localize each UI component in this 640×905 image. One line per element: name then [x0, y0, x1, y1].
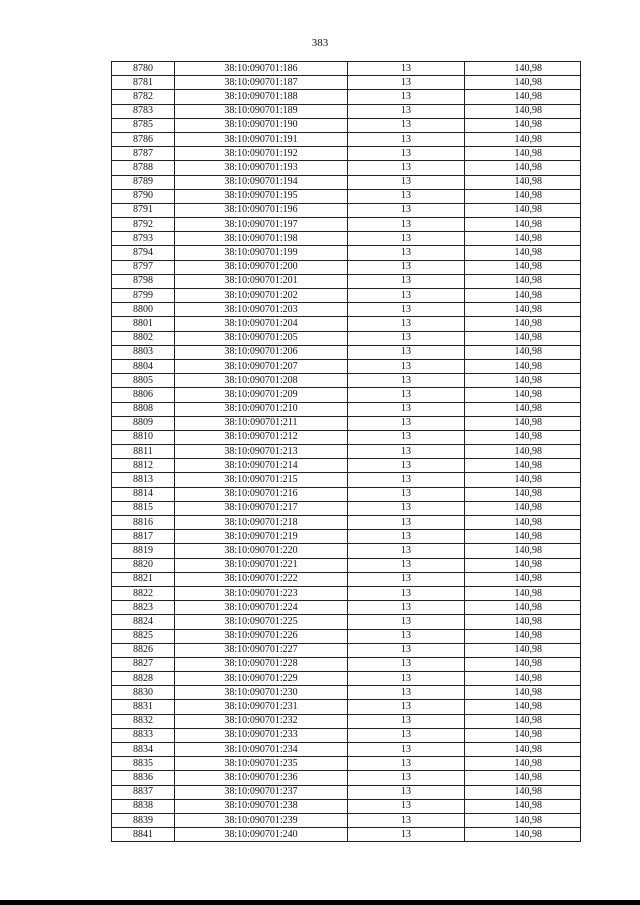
- cadastral-number-cell: 38:10:090701:209: [175, 388, 348, 402]
- count-cell: 13: [348, 601, 465, 615]
- table-row: [112, 118, 581, 132]
- cadastral-number-cell: 38:10:090701:236: [175, 771, 348, 785]
- row-number-cell: 8782: [112, 90, 175, 104]
- row-number-cell: 8785: [112, 118, 175, 132]
- count-cell: 13: [348, 657, 465, 671]
- table-row: [112, 586, 581, 600]
- row-number-cell: 8790: [112, 189, 175, 203]
- table-row: [112, 828, 581, 842]
- value-cell: 140,98: [465, 161, 581, 175]
- table-row: [112, 785, 581, 799]
- value-cell: 140,98: [465, 586, 581, 600]
- table-row: [112, 643, 581, 657]
- cadastral-number-cell: 38:10:090701:194: [175, 175, 348, 189]
- table-row: [112, 700, 581, 714]
- table-row: [112, 374, 581, 388]
- cadastral-number-cell: 38:10:090701:219: [175, 530, 348, 544]
- cadastral-number-cell: 38:10:090701:230: [175, 686, 348, 700]
- count-cell: 13: [348, 615, 465, 629]
- row-number-cell: 8793: [112, 232, 175, 246]
- table-row: [112, 388, 581, 402]
- cadastral-number-cell: 38:10:090701:233: [175, 728, 348, 742]
- value-cell: 140,98: [465, 516, 581, 530]
- cadastral-number-cell: 38:10:090701:229: [175, 672, 348, 686]
- value-cell: 140,98: [465, 246, 581, 260]
- count-cell: 13: [348, 445, 465, 459]
- value-cell: 140,98: [465, 757, 581, 771]
- table-row: [112, 430, 581, 444]
- row-number-cell: 8837: [112, 785, 175, 799]
- cadastral-number-cell: 38:10:090701:235: [175, 757, 348, 771]
- count-cell: 13: [348, 572, 465, 586]
- table-row: [112, 90, 581, 104]
- cadastral-number-cell: 38:10:090701:239: [175, 813, 348, 827]
- table-row: [112, 771, 581, 785]
- cadastral-number-cell: 38:10:090701:200: [175, 260, 348, 274]
- data-table-container: [111, 61, 581, 842]
- row-number-cell: 8813: [112, 473, 175, 487]
- value-cell: 140,98: [465, 501, 581, 515]
- value-cell: 140,98: [465, 473, 581, 487]
- cadastral-number-cell: 38:10:090701:228: [175, 657, 348, 671]
- row-number-cell: 8804: [112, 359, 175, 373]
- table-row: [112, 530, 581, 544]
- value-cell: 140,98: [465, 90, 581, 104]
- value-cell: 140,98: [465, 104, 581, 118]
- cadastral-number-cell: 38:10:090701:227: [175, 643, 348, 657]
- value-cell: 140,98: [465, 615, 581, 629]
- value-cell: 140,98: [465, 459, 581, 473]
- cadastral-number-cell: 38:10:090701:187: [175, 76, 348, 90]
- cadastral-number-cell: 38:10:090701:220: [175, 544, 348, 558]
- count-cell: 13: [348, 402, 465, 416]
- row-number-cell: 8786: [112, 132, 175, 146]
- row-number-cell: 8797: [112, 260, 175, 274]
- count-cell: 13: [348, 232, 465, 246]
- value-cell: 140,98: [465, 260, 581, 274]
- value-cell: 140,98: [465, 289, 581, 303]
- value-cell: 140,98: [465, 799, 581, 813]
- table-row: [112, 246, 581, 260]
- cadastral-number-cell: 38:10:090701:207: [175, 359, 348, 373]
- cadastral-number-cell: 38:10:090701:195: [175, 189, 348, 203]
- table-row: [112, 345, 581, 359]
- count-cell: 13: [348, 516, 465, 530]
- table-row: [112, 728, 581, 742]
- cadastral-number-cell: 38:10:090701:237: [175, 785, 348, 799]
- cadastral-number-cell: 38:10:090701:196: [175, 203, 348, 217]
- value-cell: 140,98: [465, 232, 581, 246]
- row-number-cell: 8799: [112, 289, 175, 303]
- count-cell: 13: [348, 104, 465, 118]
- table-row: [112, 516, 581, 530]
- row-number-cell: 8800: [112, 303, 175, 317]
- cadastral-number-cell: 38:10:090701:188: [175, 90, 348, 104]
- table-row: [112, 601, 581, 615]
- cadastral-number-cell: 38:10:090701:232: [175, 714, 348, 728]
- cadastral-number-cell: 38:10:090701:192: [175, 147, 348, 161]
- cadastral-number-cell: 38:10:090701:205: [175, 331, 348, 345]
- row-number-cell: 8814: [112, 487, 175, 501]
- cadastral-number-cell: 38:10:090701:222: [175, 572, 348, 586]
- value-cell: 140,98: [465, 487, 581, 501]
- row-number-cell: 8810: [112, 430, 175, 444]
- count-cell: 13: [348, 203, 465, 217]
- table-row: [112, 303, 581, 317]
- count-cell: 13: [348, 62, 465, 76]
- value-cell: 140,98: [465, 132, 581, 146]
- value-cell: 140,98: [465, 601, 581, 615]
- value-cell: 140,98: [465, 303, 581, 317]
- count-cell: 13: [348, 558, 465, 572]
- value-cell: 140,98: [465, 643, 581, 657]
- table-row: [112, 487, 581, 501]
- value-cell: 140,98: [465, 657, 581, 671]
- count-cell: 13: [348, 345, 465, 359]
- value-cell: 140,98: [465, 530, 581, 544]
- value-cell: 140,98: [465, 544, 581, 558]
- count-cell: 13: [348, 161, 465, 175]
- count-cell: 13: [348, 714, 465, 728]
- count-cell: 13: [348, 289, 465, 303]
- table-row: [112, 572, 581, 586]
- value-cell: 140,98: [465, 331, 581, 345]
- value-cell: 140,98: [465, 402, 581, 416]
- table-row: [112, 657, 581, 671]
- count-cell: 13: [348, 501, 465, 515]
- row-number-cell: 8838: [112, 799, 175, 813]
- count-cell: 13: [348, 728, 465, 742]
- count-cell: 13: [348, 785, 465, 799]
- cadastral-number-cell: 38:10:090701:214: [175, 459, 348, 473]
- cadastral-number-cell: 38:10:090701:193: [175, 161, 348, 175]
- cadastral-number-cell: 38:10:090701:211: [175, 416, 348, 430]
- row-number-cell: 8832: [112, 714, 175, 728]
- table-row: [112, 132, 581, 146]
- count-cell: 13: [348, 813, 465, 827]
- row-number-cell: 8788: [112, 161, 175, 175]
- cadastral-number-cell: 38:10:090701:217: [175, 501, 348, 515]
- row-number-cell: 8841: [112, 828, 175, 842]
- row-number-cell: 8783: [112, 104, 175, 118]
- table-row: [112, 359, 581, 373]
- value-cell: 140,98: [465, 445, 581, 459]
- table-row: [112, 289, 581, 303]
- row-number-cell: 8823: [112, 601, 175, 615]
- row-number-cell: 8780: [112, 62, 175, 76]
- row-number-cell: 8812: [112, 459, 175, 473]
- row-number-cell: 8839: [112, 813, 175, 827]
- table-row: [112, 218, 581, 232]
- value-cell: 140,98: [465, 828, 581, 842]
- row-number-cell: 8809: [112, 416, 175, 430]
- value-cell: 140,98: [465, 118, 581, 132]
- cadastral-number-cell: 38:10:090701:202: [175, 289, 348, 303]
- table-row: [112, 459, 581, 473]
- table-row: [112, 232, 581, 246]
- cadastral-number-cell: 38:10:090701:186: [175, 62, 348, 76]
- count-cell: 13: [348, 118, 465, 132]
- row-number-cell: 8827: [112, 657, 175, 671]
- row-number-cell: 8802: [112, 331, 175, 345]
- value-cell: 140,98: [465, 359, 581, 373]
- cadastral-number-cell: 38:10:090701:190: [175, 118, 348, 132]
- table-row: [112, 473, 581, 487]
- count-cell: 13: [348, 189, 465, 203]
- table-row: [112, 615, 581, 629]
- value-cell: 140,98: [465, 714, 581, 728]
- count-cell: 13: [348, 218, 465, 232]
- cadastral-number-cell: 38:10:090701:197: [175, 218, 348, 232]
- table-row: [112, 175, 581, 189]
- count-cell: 13: [348, 274, 465, 288]
- row-number-cell: 8822: [112, 586, 175, 600]
- count-cell: 13: [348, 629, 465, 643]
- count-cell: 13: [348, 757, 465, 771]
- value-cell: 140,98: [465, 317, 581, 331]
- value-cell: 140,98: [465, 345, 581, 359]
- cadastral-number-cell: 38:10:090701:240: [175, 828, 348, 842]
- value-cell: 140,98: [465, 189, 581, 203]
- count-cell: 13: [348, 686, 465, 700]
- cadastral-number-cell: 38:10:090701:210: [175, 402, 348, 416]
- data-table: [111, 61, 581, 842]
- count-cell: 13: [348, 331, 465, 345]
- count-cell: 13: [348, 317, 465, 331]
- row-number-cell: 8833: [112, 728, 175, 742]
- row-number-cell: 8836: [112, 771, 175, 785]
- row-number-cell: 8801: [112, 317, 175, 331]
- count-cell: 13: [348, 643, 465, 657]
- table-row: [112, 189, 581, 203]
- cadastral-number-cell: 38:10:090701:234: [175, 743, 348, 757]
- value-cell: 140,98: [465, 175, 581, 189]
- table-row: [112, 672, 581, 686]
- row-number-cell: 8805: [112, 374, 175, 388]
- value-cell: 140,98: [465, 62, 581, 76]
- value-cell: 140,98: [465, 374, 581, 388]
- table-row: [112, 558, 581, 572]
- row-number-cell: 8811: [112, 445, 175, 459]
- table-row: [112, 743, 581, 757]
- cadastral-number-cell: 38:10:090701:224: [175, 601, 348, 615]
- row-number-cell: 8816: [112, 516, 175, 530]
- value-cell: 140,98: [465, 430, 581, 444]
- value-cell: 140,98: [465, 147, 581, 161]
- row-number-cell: 8787: [112, 147, 175, 161]
- table-row: [112, 317, 581, 331]
- cadastral-number-cell: 38:10:090701:231: [175, 700, 348, 714]
- table-row: [112, 544, 581, 558]
- table-row: [112, 274, 581, 288]
- row-number-cell: 8806: [112, 388, 175, 402]
- row-number-cell: 8831: [112, 700, 175, 714]
- row-number-cell: 8826: [112, 643, 175, 657]
- count-cell: 13: [348, 175, 465, 189]
- count-cell: 13: [348, 544, 465, 558]
- cadastral-number-cell: 38:10:090701:216: [175, 487, 348, 501]
- count-cell: 13: [348, 147, 465, 161]
- scan-bottom-border: [0, 900, 640, 905]
- table-row: [112, 104, 581, 118]
- count-cell: 13: [348, 487, 465, 501]
- count-cell: 13: [348, 388, 465, 402]
- table-row: [112, 260, 581, 274]
- row-number-cell: 8834: [112, 743, 175, 757]
- cadastral-number-cell: 38:10:090701:204: [175, 317, 348, 331]
- row-number-cell: 8781: [112, 76, 175, 90]
- row-number-cell: 8821: [112, 572, 175, 586]
- value-cell: 140,98: [465, 728, 581, 742]
- count-cell: 13: [348, 799, 465, 813]
- row-number-cell: 8819: [112, 544, 175, 558]
- value-cell: 140,98: [465, 388, 581, 402]
- row-number-cell: 8791: [112, 203, 175, 217]
- count-cell: 13: [348, 246, 465, 260]
- value-cell: 140,98: [465, 218, 581, 232]
- table-row: [112, 813, 581, 827]
- value-cell: 140,98: [465, 700, 581, 714]
- value-cell: 140,98: [465, 274, 581, 288]
- count-cell: 13: [348, 90, 465, 104]
- row-number-cell: 8789: [112, 175, 175, 189]
- table-row: [112, 799, 581, 813]
- table-row: [112, 147, 581, 161]
- table-row: [112, 501, 581, 515]
- value-cell: 140,98: [465, 558, 581, 572]
- value-cell: 140,98: [465, 743, 581, 757]
- row-number-cell: 8808: [112, 402, 175, 416]
- cadastral-number-cell: 38:10:090701:221: [175, 558, 348, 572]
- value-cell: 140,98: [465, 629, 581, 643]
- count-cell: 13: [348, 700, 465, 714]
- value-cell: 140,98: [465, 572, 581, 586]
- row-number-cell: 8820: [112, 558, 175, 572]
- cadastral-number-cell: 38:10:090701:218: [175, 516, 348, 530]
- table-row: [112, 445, 581, 459]
- count-cell: 13: [348, 374, 465, 388]
- value-cell: 140,98: [465, 203, 581, 217]
- cadastral-number-cell: 38:10:090701:225: [175, 615, 348, 629]
- row-number-cell: 8835: [112, 757, 175, 771]
- row-number-cell: 8792: [112, 218, 175, 232]
- cadastral-number-cell: 38:10:090701:208: [175, 374, 348, 388]
- value-cell: 140,98: [465, 686, 581, 700]
- cadastral-number-cell: 38:10:090701:223: [175, 586, 348, 600]
- cadastral-number-cell: 38:10:090701:198: [175, 232, 348, 246]
- cadastral-number-cell: 38:10:090701:215: [175, 473, 348, 487]
- count-cell: 13: [348, 586, 465, 600]
- cadastral-number-cell: 38:10:090701:201: [175, 274, 348, 288]
- count-cell: 13: [348, 771, 465, 785]
- row-number-cell: 8794: [112, 246, 175, 260]
- count-cell: 13: [348, 260, 465, 274]
- count-cell: 13: [348, 828, 465, 842]
- row-number-cell: 8815: [112, 501, 175, 515]
- value-cell: 140,98: [465, 672, 581, 686]
- table-body: [112, 62, 581, 842]
- row-number-cell: 8828: [112, 672, 175, 686]
- cadastral-number-cell: 38:10:090701:191: [175, 132, 348, 146]
- count-cell: 13: [348, 132, 465, 146]
- row-number-cell: 8817: [112, 530, 175, 544]
- count-cell: 13: [348, 359, 465, 373]
- cadastral-number-cell: 38:10:090701:238: [175, 799, 348, 813]
- cadastral-number-cell: 38:10:090701:213: [175, 445, 348, 459]
- count-cell: 13: [348, 76, 465, 90]
- table-row: [112, 203, 581, 217]
- row-number-cell: 8803: [112, 345, 175, 359]
- table-row: [112, 161, 581, 175]
- count-cell: 13: [348, 303, 465, 317]
- cadastral-number-cell: 38:10:090701:206: [175, 345, 348, 359]
- count-cell: 13: [348, 672, 465, 686]
- page-number: 383: [311, 37, 329, 49]
- count-cell: 13: [348, 473, 465, 487]
- cadastral-number-cell: 38:10:090701:226: [175, 629, 348, 643]
- table-row: [112, 331, 581, 345]
- cadastral-number-cell: 38:10:090701:203: [175, 303, 348, 317]
- count-cell: 13: [348, 459, 465, 473]
- table-row: [112, 629, 581, 643]
- table-row: [112, 757, 581, 771]
- cadastral-number-cell: 38:10:090701:212: [175, 430, 348, 444]
- table-row: [112, 686, 581, 700]
- value-cell: 140,98: [465, 416, 581, 430]
- table-row: [112, 76, 581, 90]
- value-cell: 140,98: [465, 76, 581, 90]
- count-cell: 13: [348, 530, 465, 544]
- count-cell: 13: [348, 416, 465, 430]
- row-number-cell: 8825: [112, 629, 175, 643]
- count-cell: 13: [348, 743, 465, 757]
- value-cell: 140,98: [465, 785, 581, 799]
- table-row: [112, 62, 581, 76]
- count-cell: 13: [348, 430, 465, 444]
- table-row: [112, 402, 581, 416]
- row-number-cell: 8824: [112, 615, 175, 629]
- value-cell: 140,98: [465, 771, 581, 785]
- table-row: [112, 416, 581, 430]
- cadastral-number-cell: 38:10:090701:189: [175, 104, 348, 118]
- table-row: [112, 714, 581, 728]
- cadastral-number-cell: 38:10:090701:199: [175, 246, 348, 260]
- row-number-cell: 8798: [112, 274, 175, 288]
- value-cell: 140,98: [465, 813, 581, 827]
- row-number-cell: 8830: [112, 686, 175, 700]
